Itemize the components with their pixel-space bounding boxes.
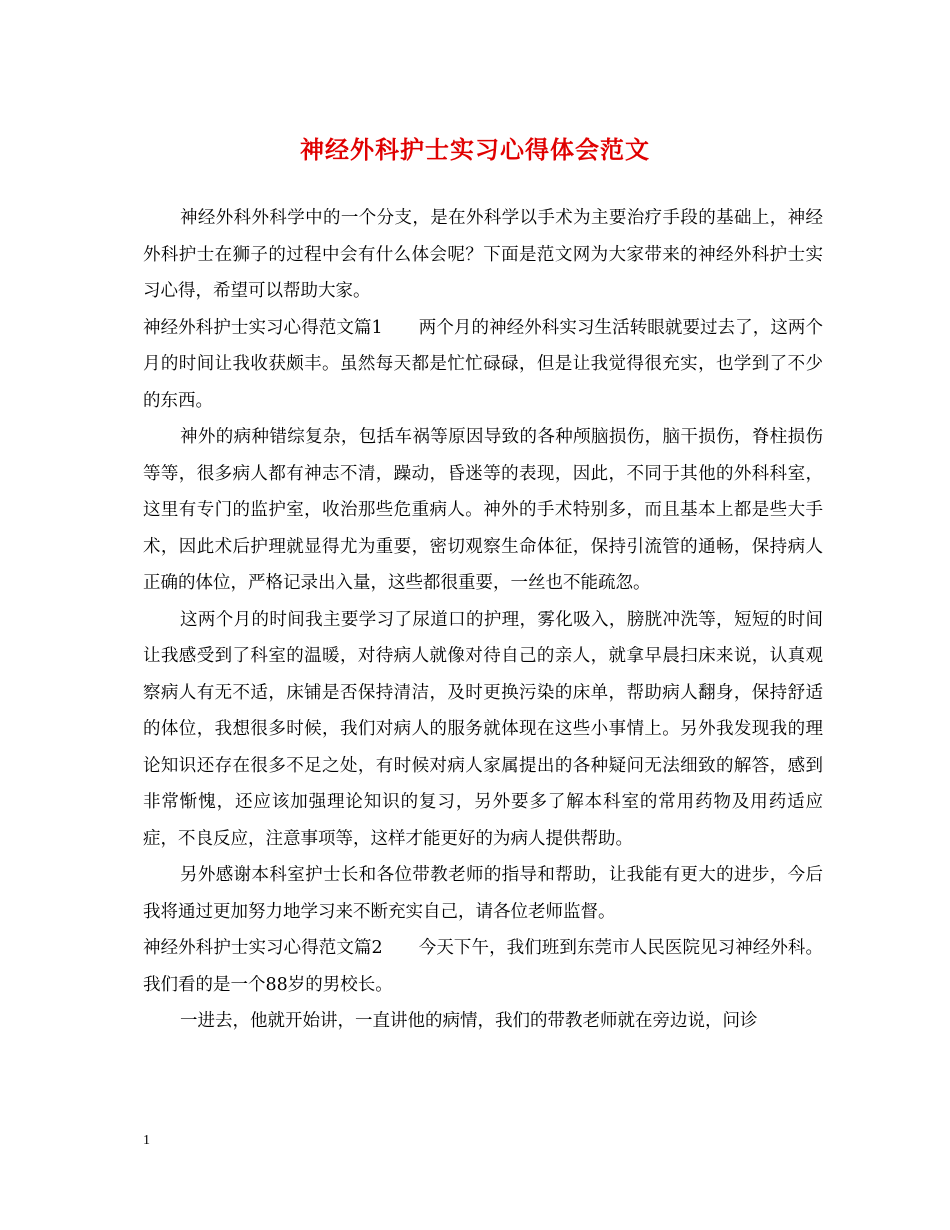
section-2-paragraph xyxy=(143,930,823,1003)
paragraph-text: 神经外科外科学中的一个分支，是在外科学以手术为主要治疗手段的基础上，神经外科护士在狮子的过程中会有什么体会呢？下面是范文网为大家带来的神经外科护士实习心得，希望可以帮助大家。 xyxy=(143,208,823,301)
paragraph-text: 两个月的神经外科实习生活转眼就要过去了，这两个月的时间让我收获颇丰。虽然每天都是忙忙碌碌，但是让我觉得很充实，也学到了不少的东西。 xyxy=(143,317,823,411)
intro-paragraph xyxy=(143,200,823,310)
body-paragraph xyxy=(143,602,823,858)
document-title: 神经外科护士实习心得体会范文 xyxy=(300,135,650,164)
body-paragraph xyxy=(143,1003,823,1040)
body-paragraph xyxy=(143,419,823,602)
body-paragraph xyxy=(143,857,823,930)
page-number: 1 xyxy=(143,1133,150,1148)
paragraph-text: 神外的病种错综复杂，包括车祸等原因导致的各种颅脑损伤，脑干损伤，脊柱损伤等等，很多病人都有神志不清，躁动，昏迷等的表现，因此，不同于其他的外科科室，这里有专门的监护室，收治那些危重病人。神外的手术特别多，而且基本上都是些大手术，因此术后护理就显得尤为重要，密切观察生命体征，保持引流管的通畅，保持病人正确的体位，严格记录出入量，这些都很重要，一丝也不能疏忽。 xyxy=(143,427,823,593)
paragraph-text: 一进去，他就开始讲，一直讲他的病情，我们的带教老师就在旁边说，问诊 xyxy=(180,1011,758,1031)
paragraph-text: 另外感谢本科室护士长和各位带教老师的指导和帮助，让我能有更大的进步，今后我将通过更加努力地学习来不断充实自己，请各位老师监督。 xyxy=(143,865,823,922)
section-1-paragraph xyxy=(143,310,823,420)
document-body xyxy=(143,200,823,1040)
section-heading: 神经外科护士实习心得范文篇2 xyxy=(143,938,383,958)
section-heading: 神经外科护士实习心得范文篇1 xyxy=(143,317,383,338)
paragraph-text: 今天下午，我们班到东莞市人民医院见习神经外科。我们看的是一个88岁的男校长。 xyxy=(143,938,823,995)
paragraph-text: 这两个月的时间我主要学习了尿道口的护理，雾化吸入，膀胱冲洗等，短短的时间让我感受到了科室的温暖，对待病人就像对待自己的亲人，就拿早晨扫床来说，认真观察病人有无不适，床铺是否保持清洁，及时更换污染的床单，帮助病人翻身，保持舒适的体位，我想很多时候，我们对病人的服务就体现在这些小事情上。另外我发现我的理论知识还存在很多不足之处，有时候对病人家属提出的各种疑问无法细致的解答，感到非常惭愧，还应该加强理论知识的复习，另外要多了解本科室的常用药物及用药适应症，不良反应，注意事项等，这样才能更好的为病人提供帮助。 xyxy=(143,609,823,849)
